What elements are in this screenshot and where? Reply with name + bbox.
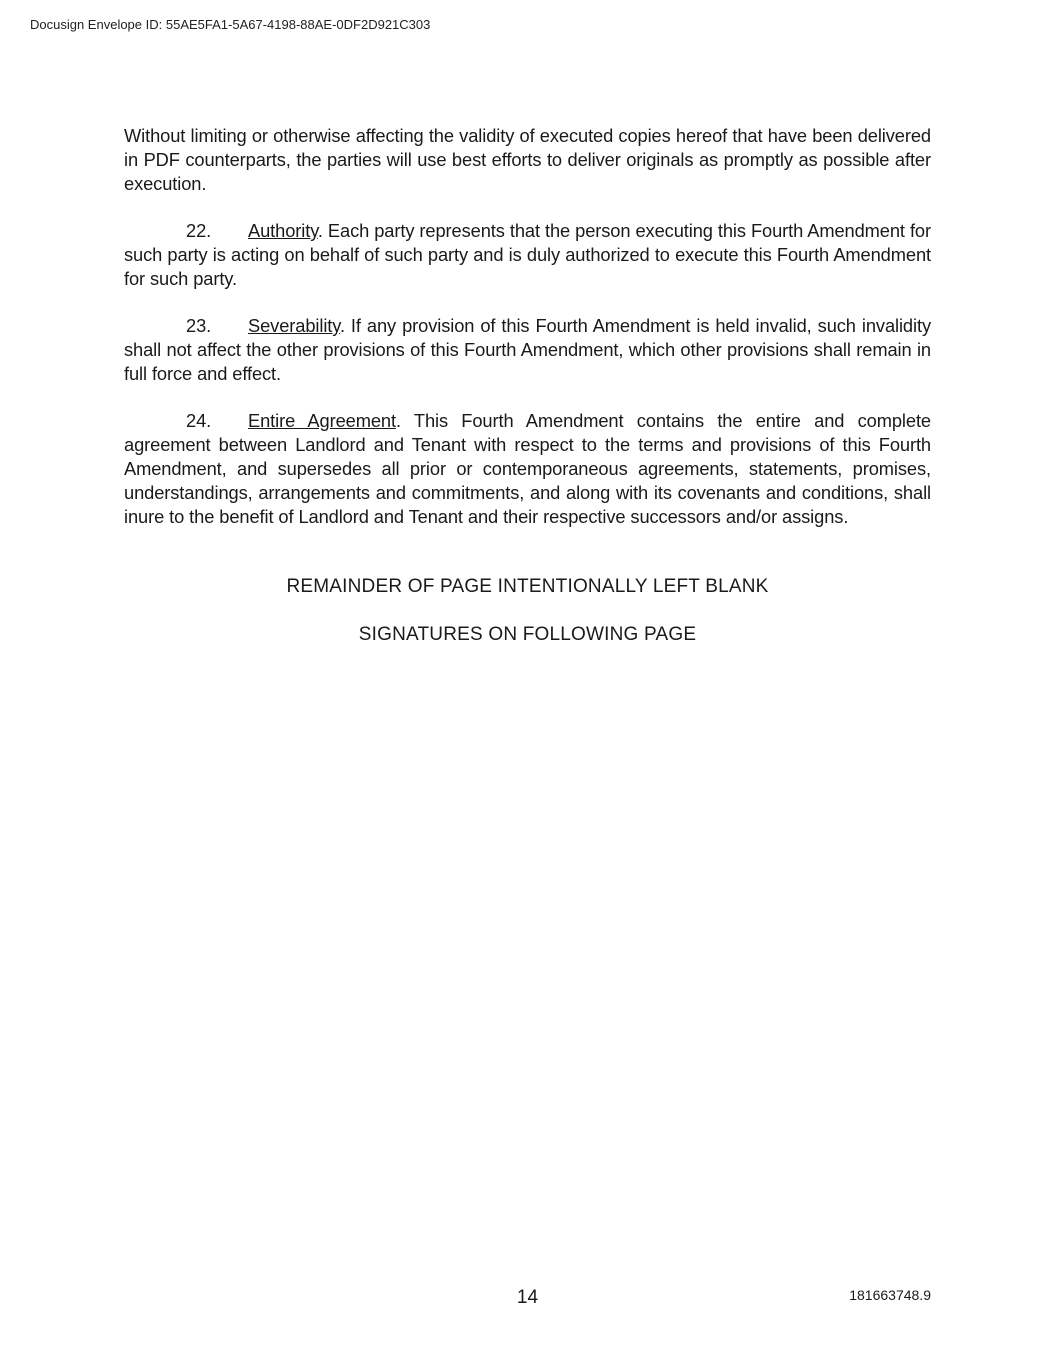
document-id: 181663748.9 — [849, 1287, 931, 1303]
intro-paragraph: Without limiting or otherwise affecting the validity of executed copies hereof that have been delivered in PDF counterparts, the parties will use best efforts to deliver originals as promptly as possible after execution. — [124, 125, 931, 194]
section-24-text: . This Fourth Amendment contains the entire and complete agreement between Landlord and Tenant with respect to the terms and provisions of this Fourth Amendment, and supersedes all prior or contemporaneous agreements, statements, promises, understandings, arrangements and commitments, and along with its covenants and conditions, shall inure to the benefit of Landlord and Tenant and their respective successors and/or assigns. — [124, 410, 931, 527]
section-23-paragraph — [124, 314, 931, 386]
section-22-text: . Each party represents that the person executing this Fourth Amendment for such party is acting on behalf of such party and is duly authorized to execute this Fourth Amendment for such party. — [124, 220, 931, 289]
section-22-number: 22. — [186, 220, 212, 241]
section-23-text: . If any provision of this Fourth Amendment is held invalid, such invalidity shall not affect the other provisions of this Fourth Amendment, which other provisions shall remain in full force and effect. — [124, 315, 931, 384]
section-22-heading: Authority — [248, 220, 318, 241]
section-24-heading: Entire Agreement — [248, 410, 396, 431]
section-22-paragraph — [124, 219, 931, 291]
envelope-id: Docusign Envelope ID: 55AE5FA1-5A67-4198-88AE-0DF2D921C303 — [30, 17, 431, 32]
section-23-heading: Severability — [248, 315, 340, 336]
section-24-paragraph — [124, 409, 931, 529]
section-23-number: 23. — [186, 315, 212, 336]
page-number: 14 — [516, 1287, 539, 1308]
signatures-notice: SIGNATURES ON FOLLOWING PAGE — [358, 624, 697, 645]
remainder-notice: REMAINDER OF PAGE INTENTIONALLY LEFT BLANK — [286, 576, 769, 597]
section-24-number: 24. — [186, 410, 212, 431]
